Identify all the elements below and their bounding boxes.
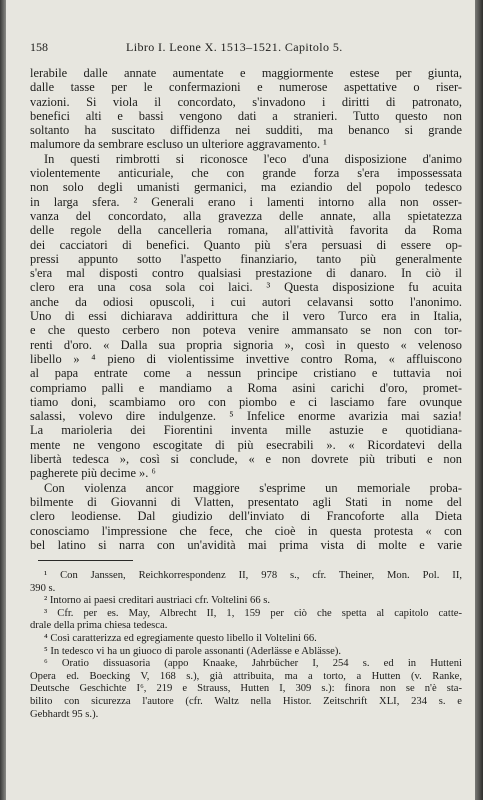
text-line: renti d'oro. « Dalla sua propria signoria », così in questo « velenoso — [30, 337, 462, 352]
footnote — [30, 570, 462, 595]
text-line: pressi appunto sotto l'aspetto finanziario, tanto più generalmente — [30, 251, 462, 266]
text-line: In questi rimbrotti si riconosce l'eco d'una disposizione d'animo — [44, 151, 462, 166]
text-line: lerabile dalle annate aumentate e maggiormente estese per giunta, — [30, 66, 462, 80]
text-line: tiamo doni, scambiamo oro con piombo e ci lasciamo fare ovunque — [30, 394, 462, 409]
text-line: benefici alti e bassi vengono dati a stranieri. Tutto questo non — [30, 108, 462, 123]
scan-edge-right — [475, 0, 483, 800]
text-line: libello » ⁴ pieno di violentissime invettive contro Roma, « affluiscono — [30, 351, 462, 366]
text-line: Uno di essi dichiarava addirittura che il vero Turco era in Italia, — [30, 309, 462, 324]
text-line: vanza del concordato, alla gravezza delle annate, alla spietatezza — [30, 208, 462, 223]
text-line: soltanto ha suscitato diffidenza nei sudditi, ma benanco si grande — [30, 123, 462, 138]
text-line: salassi, volevo dire indulgenze. ⁵ Infelice enorme avarizia mai sazia! — [30, 409, 462, 424]
footnote-line: ¹ Con Janssen, Reichkorrespondenz II, 978 s., cfr. Theiner, Mon. Pol. II, — [44, 570, 462, 581]
text-line: La marioleria dei Fiorentini inventa mille astuzie e quotidiana- — [30, 423, 462, 438]
text-line: malumore da sembrare escluso un ulteriore aggravamento. ¹ — [30, 137, 327, 152]
text-line: bilmente di Giovanni di Vlatten, presentato agli Stati in nome del — [30, 494, 462, 509]
text-line: anche da odiosi opuscoli, i cui autori celavansi sotto l'anonimo. — [30, 294, 462, 309]
footnote — [30, 646, 462, 659]
page-header — [30, 40, 460, 56]
footnote-line: ⁵ In tedesco vi ha un giuoco di parole assonanti (Aderlässe e Ablässe). — [44, 645, 341, 657]
footnote — [30, 608, 462, 633]
footnote — [30, 658, 462, 721]
footnote-line: ⁶ Oratio dissuasoria (appo Knaake, Jahrbücher I, 254 s. ed in Hutteni — [44, 658, 462, 670]
text-line: e che questo cerbero non poteva venire ammansato se non con tor- — [30, 323, 462, 338]
footnote-line: ² Intorno ai paesi creditari austriaci cfr. Voltelini 66 s. — [44, 595, 271, 607]
text-line: bel latino si narra con un'avidità mai prima vista di molte e varie — [30, 537, 462, 552]
text-line: vazioni. Si viola il concordato, s'invadono i diritti di patronato, — [30, 94, 462, 109]
book-page — [6, 0, 475, 800]
text-line: clero era una cosa sola coi laici. ³ Questa disposizione fu acuita — [30, 280, 462, 295]
text-line: s'era mal disposti contro qualsiasi prestazione di danaro. In ciò il — [30, 266, 462, 281]
text-line: in larga sfera. ² Generali erano i lamenti intorno alla non osser- — [30, 194, 462, 209]
footnote-line: bilito con sicurezza l'autore (cfr. Waltz nella Histor. Zeitschrift XLI, 234 s. e — [30, 695, 462, 707]
text-line: compriamo palli e mandiamo a Roma asini carichi d'oro, promet- — [30, 380, 462, 395]
footnote-line: Deutsche Geschichte I⁶, 219 e Strauss, Hutten I, 309 s.): finora non se n'è sta- — [30, 683, 462, 695]
text-line: non solo degli umanisti germanici, ma eziandio del popolo tedesco — [30, 180, 462, 195]
text-line: dei cacciatori di benefici. Quanto più s'era persuasi di essere op- — [30, 237, 462, 252]
footnote-line: ³ Cfr. per es. May, Albrecht II, 1, 159 per ciò che spetta al capitolo catte- — [44, 607, 462, 619]
running-title: Libro I. Leone X. 1513–1521. Capitolo 5. — [126, 40, 343, 54]
text-line: clero leodiense. Dal giudizio dell'inviato di Francoforte alla Dieta — [30, 509, 462, 524]
text-line: pagherete più decime ». ⁶ — [30, 466, 156, 481]
footnote — [30, 595, 462, 608]
text-line: delle regole della cancelleria romana, all'attività favorita da Roma — [30, 223, 462, 238]
footnote-line: ⁴ Così caratterizza ed egregiamente questo libello il Voltelini 66. — [44, 632, 317, 644]
text-line: Con violenza ancor maggiore s'esprime un memoriale proba- — [44, 480, 462, 495]
footnotes — [30, 570, 462, 721]
footnote — [30, 633, 462, 646]
text-line: libertà tedesca », così si conclude, « e non dovrete più tributi e non — [30, 452, 462, 467]
body-text — [30, 66, 462, 552]
page-number: 158 — [30, 40, 48, 54]
footnote-line: Gebhardt 95 s.). — [30, 708, 99, 720]
footnote-separator — [38, 560, 133, 561]
footnote-line: drale della prima chiesa tedesca. — [30, 620, 168, 632]
text-line: mente ne vengono escogitate di più esecrabili ». « Ricordatevi della — [30, 437, 462, 452]
text-line: dalle tasse per le confermazioni e numerose aspettative o riser- — [30, 80, 462, 95]
text-line: al papa entrate come a nessun principe cristiano e tuttavia noi — [30, 366, 462, 381]
text-line: violentemente anticuriale, che con grande forza s'era impossessata — [30, 166, 462, 181]
footnote-line: 390 s. — [30, 582, 56, 594]
footnote-line: Opera ed. Boecking V, 168 s.), già attribuita, ma a torto, a Hutten (v. Ranke, — [30, 670, 462, 682]
text-line: conosciamo l'impressione che fece, che cioè in questa protesta « con — [30, 523, 462, 538]
